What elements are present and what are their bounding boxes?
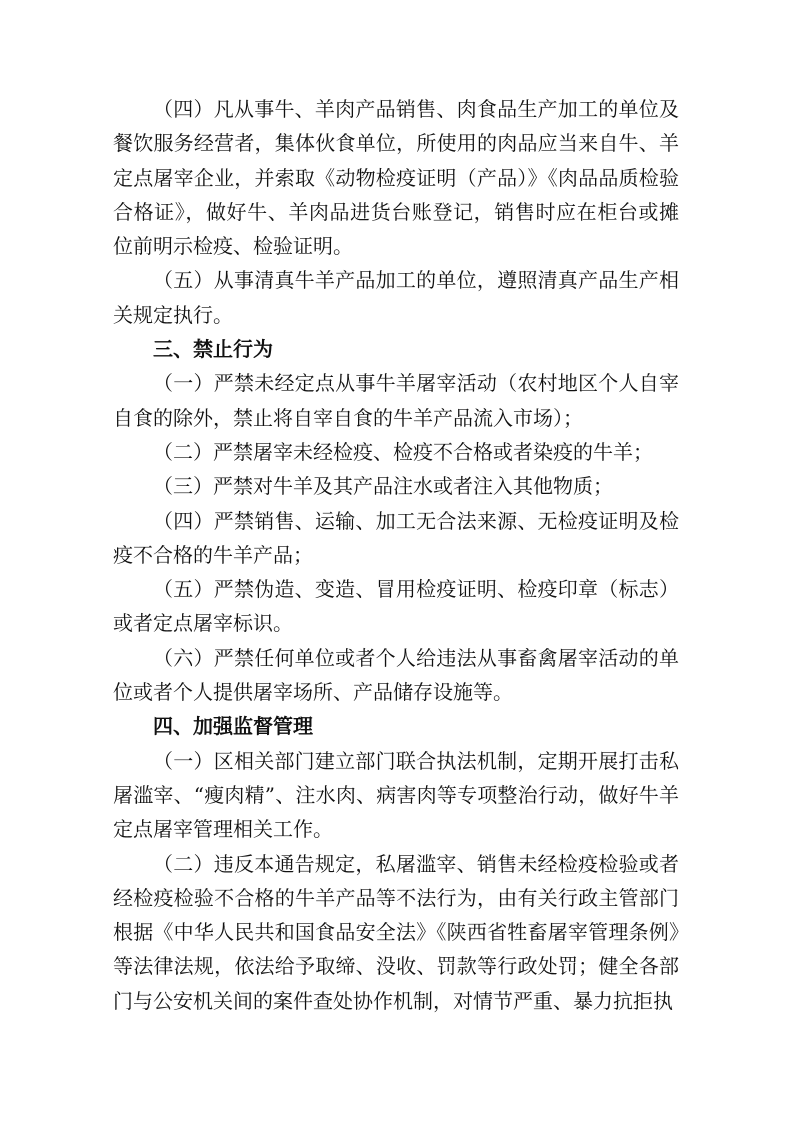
paragraph: （三）严禁对牛羊及其产品注水或者注入其他物质； xyxy=(153,474,613,499)
paragraph: （一）区相关部门建立部门联合执法机制，定期开展打击私屠滥宰、“瘦肉精”、注水肉、病害肉等专项整治行动，做好牛羊定点屠宰管理相关工作。 xyxy=(113,748,679,842)
paragraph: （二）违反本通告规定，私屠滥宰、销售未经检疫检验或者经检疫检验不合格的牛羊产品等不法行为，由有关行政主管部门根据《中华人民共和国食品安全法》《陕西省牲畜屠宰管理条例》等法律法规，依法给予取缔、没收、罚款等行政处罚；健全各部门与公安机关间的案件查处协作机制，对情节严重、暴力抗拒执 xyxy=(113,851,679,1013)
paragraph: （五）从事清真牛羊产品加工的单位，遵照清真产品生产相关规定执行。 xyxy=(113,268,679,327)
paragraph: （一）严禁未经定点从事牛羊屠宰活动（农村地区个人自宰自食的除外，禁止将自宰自食的牛羊产品流入市场）； xyxy=(113,371,679,430)
paragraph: （二）严禁屠宰未经检疫、检疫不合格或者染疫的牛羊； xyxy=(153,439,653,464)
paragraph: （四）严禁销售、运输、加工无合法来源、无检疫证明及检疫不合格的牛羊产品； xyxy=(113,508,679,567)
paragraph: （六）严禁任何单位或者个人给违法从事畜禽屠宰活动的单位或者个人提供屠宰场所、产品储存设施等。 xyxy=(113,645,679,705)
section-heading: 三、禁止行为 xyxy=(153,337,273,362)
section-heading: 四、加强监督管理 xyxy=(153,714,313,739)
paragraph: （四）凡从事牛、羊肉产品销售、肉食品生产加工的单位及餐饮服务经营者，集体伙食单位，所使用的肉品应当来自牛、羊定点屠宰企业，并索取《动物检疫证明（产品）》《肉品品质检验合格证》，做好牛、羊肉品进货台账登记，销售时应在柜台或摊位前明示检疫、检验证明。 xyxy=(113,97,679,259)
document-body xyxy=(113,92,679,1018)
paragraph: （五）严禁伪造、变造、冒用检疫证明、检疫印章（标志）或者定点屠宰标识。 xyxy=(113,577,679,636)
